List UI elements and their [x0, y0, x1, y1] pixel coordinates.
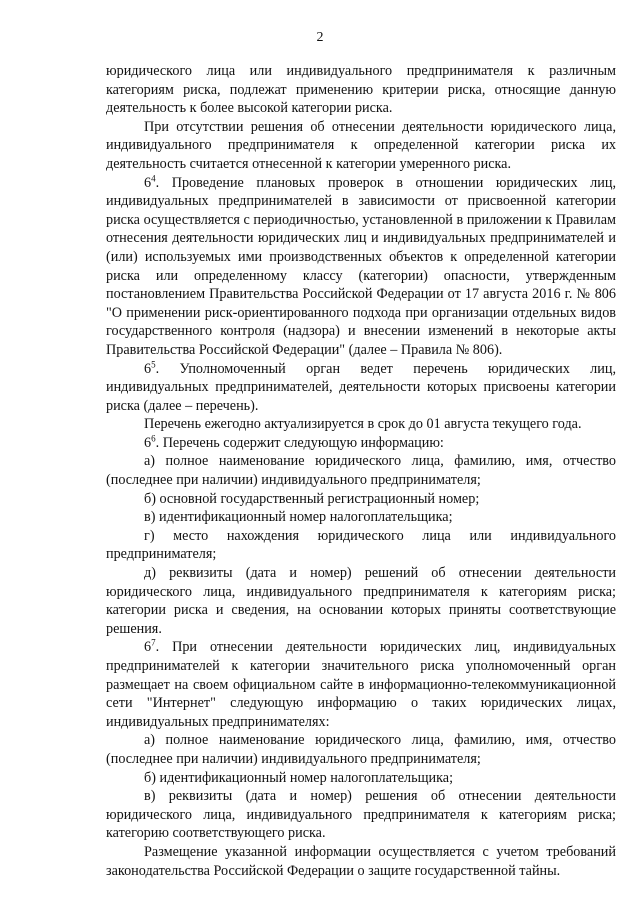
- paragraph: юридического лица или индивидуального предпринимателя к различным категориям риска, подлежат применению критерии риска, относящие данную деятельность к более высокой категории риска.: [106, 63, 616, 117]
- list-item: г) место нахождения юридического лица или индивидуального предпринимателя;: [106, 527, 616, 563]
- list-item: а) полное наименование юридического лица, фамилию, имя, отчество (последнее при наличии) индивидуального предпринимателя;: [106, 453, 616, 489]
- list-item: б) идентификационный номер налогоплательщика;: [144, 769, 454, 786]
- document-body: [106, 62, 616, 880]
- list-item: а) полное наименование юридического лица, фамилию, имя, отчество (последнее при наличии) индивидуального предпринимателя;: [106, 732, 616, 767]
- list-item: д) реквизиты (дата и номер) решений об отнесении деятельности юридического лица, индивидуального предпринимателя к категориям риска; категории риска и сведения, на основании которых приняты соответствующие решения.: [106, 565, 616, 637]
- paragraph-text: . При отнесении деятельности юридических лиц, индивидуальных предпринимателей к категории значительного риска уполномоченный орган размещает на своем официальном сайте в информационно-телекоммуникационной сети "Интернет" следующую информацию о таких юридических лицах, индивидуальных предпринимателях:: [106, 639, 616, 730]
- paragraph-6-6: [106, 434, 616, 453]
- paragraph: Размещение указанной информации осуществляется с учетом требований законодательства Российской Федерации о защите государственной тайны.: [106, 843, 616, 879]
- paragraph-6-4: [106, 174, 616, 360]
- list-item: в) реквизиты (дата и номер) решения об отнесении деятельности юридического лица, индивидуального предпринимателя к категориям риска; категорию соответствующего риска.: [106, 788, 616, 842]
- clause-superscript: 4: [151, 172, 156, 183]
- clause-number: 6: [144, 360, 152, 377]
- clause-superscript: 5: [151, 358, 156, 369]
- list-item: б) основной государственный регистрационный номер;: [144, 490, 480, 507]
- paragraph-6-7: [106, 638, 616, 731]
- paragraph-text: . Перечень содержит следующую информацию:: [155, 434, 444, 451]
- clause-number: 6: [144, 434, 152, 451]
- paragraph-text: . Уполномоченный орган ведет перечень юридических лиц, индивидуальных предпринимателей, деятельности которых присвоены категории риска (далее – перечень).: [106, 360, 616, 414]
- clause-superscript: 6: [151, 433, 156, 444]
- clause-number: 6: [144, 174, 152, 191]
- list-item: в) идентификационный номер налогоплательщика;: [144, 509, 453, 526]
- page-number: 2: [316, 30, 324, 45]
- clause-number: 6: [144, 639, 152, 656]
- paragraph: При отсутствии решения об отнесении деятельности юридического лица, индивидуального предпринимателя к определенной категории риска их деятельность считается отнесенной к категории умеренного риска.: [106, 118, 616, 172]
- paragraph: Перечень ежегодно актуализируется в срок до 01 августа текущего года.: [144, 416, 582, 433]
- paragraph-text: . Проведение плановых проверок в отношении юридических лиц, индивидуальных предпринимателей в зависимости от присвоенной категории риска осуществляется с периодичностью, установленной в приложении к Правилам отнесения деятельности юридических лиц и индивидуальных предпринимателей и (или) используемых ими производственных объектов к определенной категории риска или определенному классу (категории) опасности, утвержденным постановлением Правительства Российской Федерации от 17 августа 2016 г. № 806 "О применении риск-ориентированного подхода при организации отдельных видов государственного контроля (надзора) и внесении изменений в некоторые акты Правительства Российской Федерации" (далее – Правила № 806).: [106, 174, 616, 358]
- clause-superscript: 7: [151, 637, 156, 648]
- paragraph-6-5: [106, 360, 616, 416]
